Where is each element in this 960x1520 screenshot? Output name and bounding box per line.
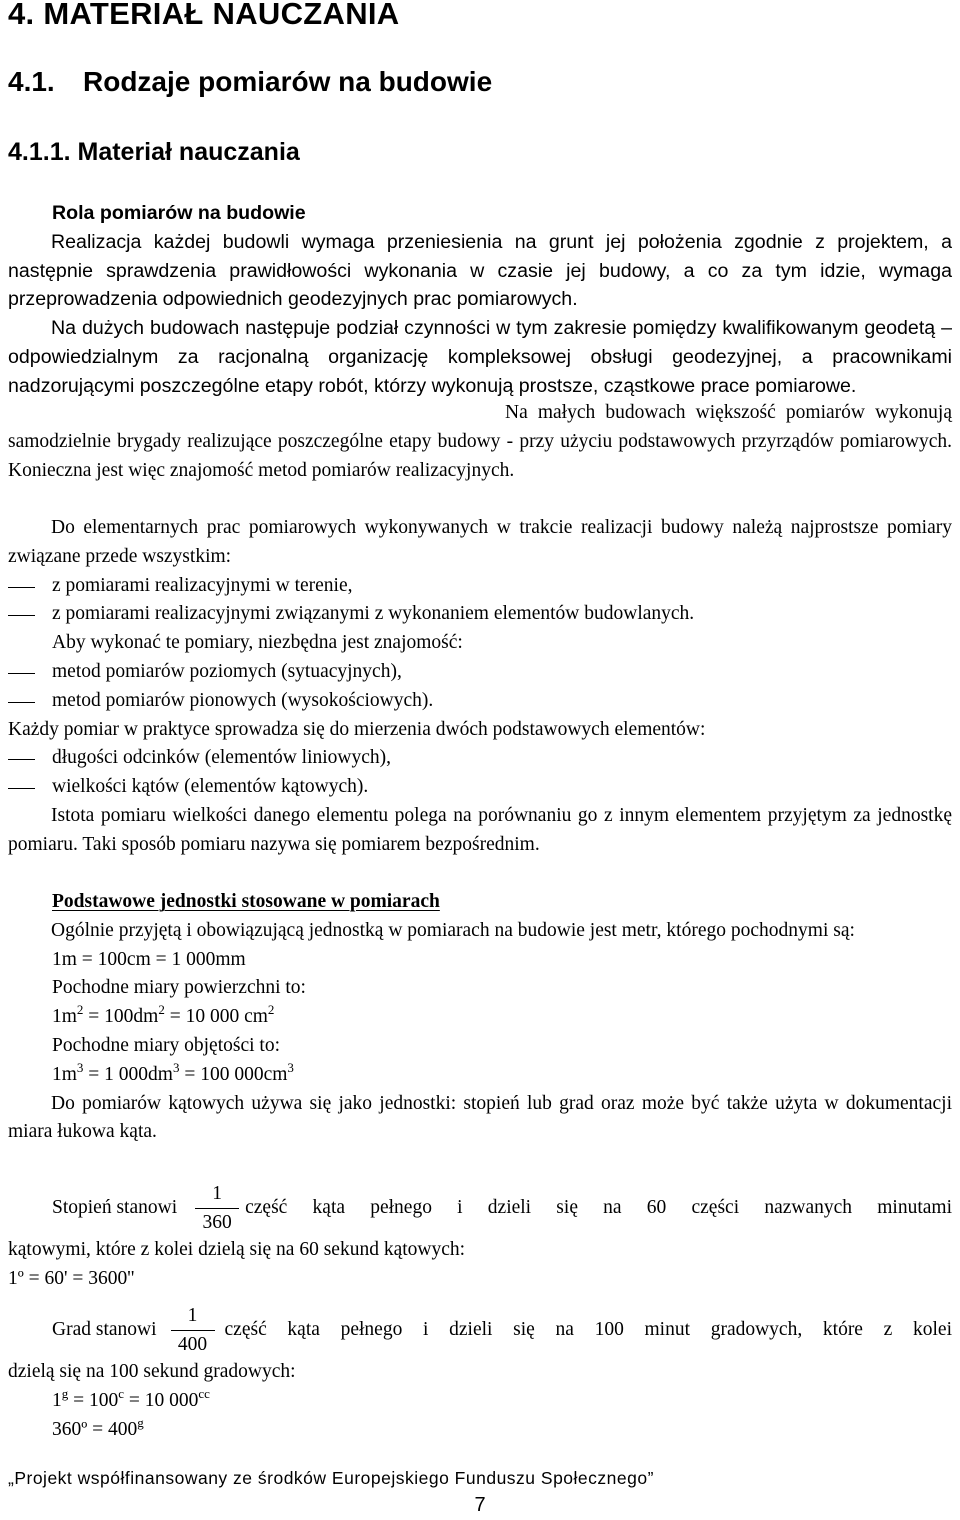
elementarne-intro: Do elementarnych prac pomiarowych wykonywanych w trakcie realizacji budowy należą najprostsze pomiary związane przede wszystkim:: [8, 517, 952, 567]
section-title: [8, 66, 492, 98]
powierzchnia-label: Pochodne miary powierzchni to:: [52, 977, 306, 999]
stopien-cont: kątowymi, które z kolei dzielą się na 60 sekund kątowych:: [8, 1239, 466, 1260]
equation-grad: $1^g = 100^c = 10$ $000^{cc}$: [52, 1385, 210, 1411]
rola-heading: Rola pomiarów na budowie: [52, 202, 306, 224]
section-title-text: Rodzaje pomiarów na budowie: [83, 66, 493, 97]
katowe-paragraph: Do pomiarów kątowych używa się jako jednostki: stopień lub grad oraz może być także użyta w dokumentacji miara łukowa kąta.: [8, 1092, 952, 1143]
rola-paragraph-3: Na małych budowach większość pomiarów wykonują samodzielnie brygady realizujące poszczególne etapy budowy - przy użyciu podstawowych przyrządów pomiarowych. Konieczna jest więc znajomość metod pomiarów realizacyjnych.: [8, 402, 952, 481]
equation-stopien: 1º = 60' = 3600'': [8, 1267, 135, 1289]
chapter-title: 4. MATERIAŁ NAUCZANIA: [8, 0, 400, 31]
footer-note: „Projekt współfinansowany ze środków Europejskiego Funduszu Społecznego”: [8, 1468, 654, 1488]
list-item: wielkości kątów (elementów kątowych).: [8, 773, 952, 802]
grad-line: [8, 1302, 952, 1358]
list-item: z pomiarami realizacyjnymi związanymi z wykonaniem elementów budowlanych.: [8, 600, 952, 629]
jednostki-intro: Ogólnie przyjętą i obowiązującą jednostką w pomiarach na budowie jest metr, którego pochodnymi są:: [51, 919, 855, 941]
jednostki-heading: Podstawowe jednostki stosowane w pomiarach: [52, 891, 440, 912]
list-item: długości odcinków (elementów liniowych),: [8, 744, 952, 773]
equation-powierzchnia: $1m^2 = 100dm^2 = 10$ 000 $cm^2$: [52, 1002, 275, 1028]
equation-metr: 1m = 100cm = 1 000mm: [52, 948, 246, 970]
fraction-1-400: $\frac{1}{400}$: [171, 1304, 215, 1357]
stopien-after: część kąta pełnego i dzieli się na 60 części nazwanych minutami: [245, 1196, 952, 1218]
rola-paragraph-2-a: Na dużych budowach następuje podział czynności w tym zakresie pomiędzy kwalifikowanym geodetą – odpowiedzialnym za racjonalną organizację kompleksowej obsługi geodezyjnej, a pracownikami nadzorującymi poszczególne etapy robót, którzy wykonują prostsze, cząstkowe prace pomiarowe.: [8, 317, 952, 397]
grad-cont: dzielą się na 100 sekund gradowych:: [8, 1361, 296, 1382]
subsection-title: 4.1.1. Materiał nauczania: [8, 138, 300, 166]
stopien-line: [8, 1180, 952, 1236]
rola-paragraph-3-block: [8, 399, 952, 485]
list-item: metod pomiarów pionowych (wysokościowych).: [8, 687, 952, 716]
fraction-1-360: $\frac{1}{360}$: [195, 1182, 239, 1235]
jednostki-section: [8, 888, 952, 1147]
grad-before: Grad stanowi: [52, 1318, 157, 1340]
rola-paragraph-2: [8, 314, 952, 400]
grad-after: część kąta pełnego i dzieli się na 100 minut gradowych, które z kolei: [224, 1318, 952, 1340]
list-item: z pomiarami realizacyjnymi w terenie,: [8, 572, 952, 601]
equation-objetosc: $1m^3 = 1$ $000dm^3 = 100$ $000cm^3$: [52, 1059, 294, 1085]
stopien-before: Stopień stanowi: [52, 1196, 178, 1218]
stopien-block: [8, 1180, 952, 1294]
rola-paragraph-1: Realizacja każdej budowli wymaga przeniesienia na grunt jej położenia zgodnie z projektem, a następnie sprawdzenia prawidłowości wykonania w czasie jej budowy, a co za tym idzie, wymaga przeprowadzenia odpowiednich geodezyjnych prac pomiarowych.: [8, 230, 952, 311]
grad-block: [8, 1302, 952, 1444]
rola-section: [8, 199, 952, 401]
list-item: metod pomiarów poziomych (sytuacyjnych),: [8, 658, 952, 687]
elementarne-intro-2: Aby wykonać te pomiary, niezbędna jest znajomość:: [52, 632, 463, 654]
objetosc-label: Pochodne miary objętości to:: [52, 1034, 281, 1056]
section-number: 4.1.: [8, 66, 55, 97]
elementarne-section: [8, 514, 952, 860]
istota-paragraph: Istota pomiaru wielkości danego elementu polega na porównaniu go z innym elementem przyjętym za jednostkę pomiaru. Taki sposób pomiaru nazywa się pomiarem bezpośrednim.: [8, 804, 952, 855]
equation-pelny-kat: 360º = $400^g$: [52, 1414, 144, 1440]
page-number: 7: [474, 1494, 486, 1516]
elementarne-intro-3: Każdy pomiar w praktyce sprowadza się do mierzenia dwóch podstawowych elementów:: [8, 718, 706, 740]
